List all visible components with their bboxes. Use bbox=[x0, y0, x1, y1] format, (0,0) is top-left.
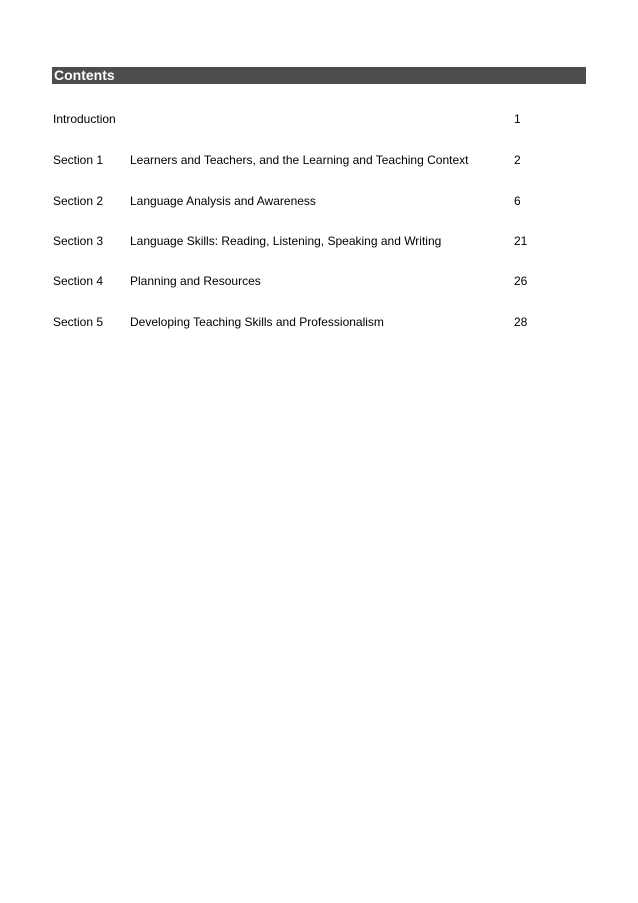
toc-title: Planning and Resources bbox=[130, 274, 261, 288]
toc-label: Introduction bbox=[53, 112, 116, 126]
toc-label: Section 4 bbox=[53, 274, 104, 288]
toc-row-section-3[interactable] bbox=[0, 234, 638, 248]
toc-row-introduction[interactable] bbox=[0, 112, 638, 126]
toc-title: Language Analysis and Awareness bbox=[130, 194, 316, 208]
toc-label: Section 3 bbox=[53, 234, 104, 248]
toc-title: Developing Teaching Skills and Professionalism bbox=[130, 315, 384, 329]
toc-row-section-2[interactable] bbox=[0, 194, 638, 208]
toc-title: Learners and Teachers, and the Learning and Teaching Context bbox=[130, 153, 469, 167]
toc-label: Section 1 bbox=[53, 153, 104, 167]
toc-page-number: 6 bbox=[514, 194, 521, 208]
toc-row-section-4[interactable] bbox=[0, 274, 638, 288]
toc-page-number: 2 bbox=[514, 153, 521, 167]
toc-label: Section 2 bbox=[53, 194, 104, 208]
contents-title: Contents bbox=[54, 67, 115, 83]
toc-page-number: 26 bbox=[514, 274, 528, 288]
toc-row-section-5[interactable] bbox=[0, 315, 638, 329]
toc-page-number: 21 bbox=[514, 234, 528, 248]
toc-page-number: 28 bbox=[514, 315, 528, 329]
toc-row-section-1[interactable] bbox=[0, 153, 638, 167]
toc-label: Section 5 bbox=[53, 315, 104, 329]
toc-page-number: 1 bbox=[514, 112, 521, 126]
toc-title: Language Skills: Reading, Listening, Speaking and Writing bbox=[130, 234, 442, 248]
